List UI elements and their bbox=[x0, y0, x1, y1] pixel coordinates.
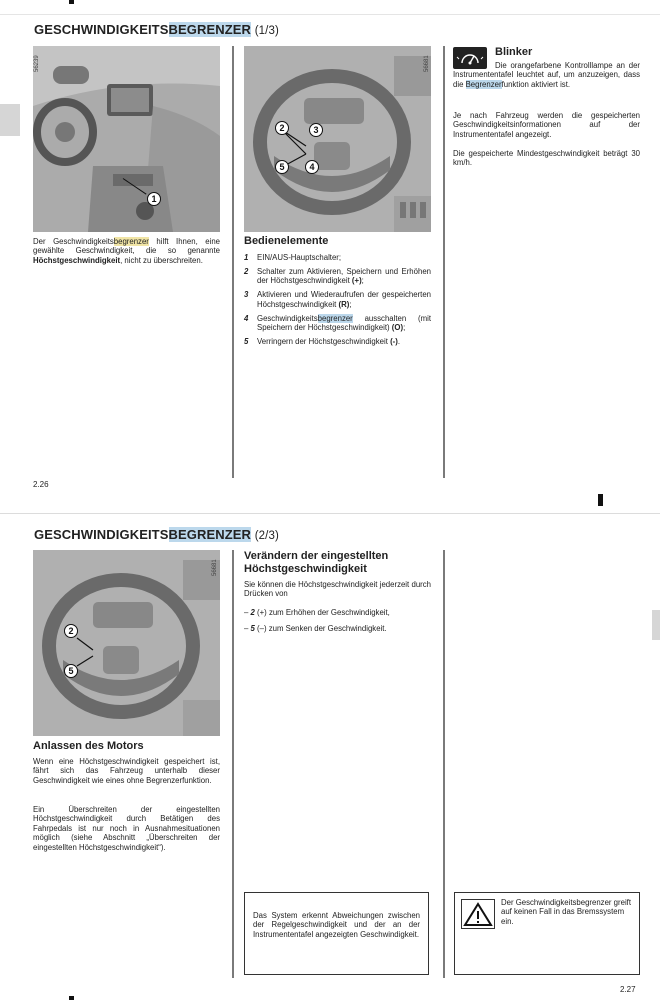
dashboard-image bbox=[33, 46, 220, 232]
callout-5: 5 bbox=[64, 664, 78, 678]
controls-list bbox=[244, 253, 431, 351]
blinker-p1-post: funktion aktiviert ist. bbox=[501, 79, 571, 89]
item-bold: (-) bbox=[390, 336, 398, 346]
callout-5: 5 bbox=[275, 160, 289, 174]
warning-box bbox=[454, 892, 640, 975]
item-text: (+) zum Erhöhen der Geschwindigkeit, bbox=[254, 608, 390, 617]
side-tab-right bbox=[652, 610, 660, 640]
crop-mark-bottom bbox=[69, 996, 74, 1000]
list-item bbox=[244, 267, 431, 286]
note-text: Das System erkennt Abweichungen zwischen der Regelgeschwindigkeit und der an der Instrumententafel angezeigten Geschwindigkeit. bbox=[253, 911, 420, 939]
steering-wheel-image-2 bbox=[33, 550, 220, 736]
item-text: EIN/AUS-Hauptschalter; bbox=[257, 253, 342, 262]
side-tab-left bbox=[0, 104, 20, 136]
title-highlight: BEGRENZER bbox=[168, 22, 252, 37]
intro-post: , nicht zu überschreiten. bbox=[120, 255, 203, 265]
steering-wheel-image bbox=[244, 46, 431, 232]
blinker-paragraph-1 bbox=[453, 61, 640, 89]
column-separator bbox=[232, 550, 234, 978]
item-number: 5 bbox=[244, 336, 249, 346]
item-number: 2 bbox=[244, 266, 249, 276]
steering-wheel-illustration bbox=[244, 46, 431, 232]
item-text: ausschalten (mit Speichern der Höchstgeschwindigkeit) bbox=[257, 313, 431, 332]
callout-3: 3 bbox=[309, 123, 323, 137]
item-dash: – bbox=[244, 624, 249, 634]
page-title-bottom bbox=[34, 527, 279, 542]
item-number: 5 bbox=[250, 624, 255, 634]
item-bold: (O) bbox=[391, 322, 404, 332]
image-code-3: 56681 bbox=[212, 559, 218, 576]
intro-pre: Der Geschwindigkeits bbox=[33, 237, 114, 246]
item-number: 2 bbox=[250, 608, 255, 617]
title-prefix: GESCHWINDIGKEITS bbox=[34, 527, 169, 542]
item-text: (–) zum Senken der Geschwindigkeit. bbox=[254, 624, 387, 634]
warning-text: Der Geschwindigkeitsbegrenzer greift auf keinen Fall in das Bremssystem ein. bbox=[501, 898, 632, 926]
note-box bbox=[244, 892, 429, 975]
title-part: (1/3) bbox=[254, 25, 279, 37]
title-part: (2/3) bbox=[254, 530, 279, 542]
blinker-p1-highlight: Begrenzer bbox=[465, 79, 502, 89]
blinker-heading: Blinker bbox=[495, 46, 533, 58]
page-number-top: 2.26 bbox=[33, 480, 49, 489]
list-item bbox=[244, 253, 431, 262]
item-after: ; bbox=[361, 276, 364, 286]
steering-wheel-illustration-2 bbox=[33, 550, 220, 736]
image-code-2: 56681 bbox=[424, 55, 430, 72]
item-text: Aktivieren und Wiederaufrufen der gespeicherten Höchstgeschwindigkeit bbox=[257, 290, 431, 309]
callout-1: 1 bbox=[147, 192, 161, 206]
column-separator bbox=[232, 46, 234, 478]
item-number: 3 bbox=[244, 290, 249, 300]
blinker-p1-pre: Die orangefarbene Kontrolllampe an der Instrumententafel leuchtet auf, um anzuzeigen, dass die bbox=[453, 61, 640, 89]
change-heading: Verändern der eingestellten Höchstgeschwindigkeit bbox=[244, 550, 389, 575]
controls-heading: Bedienelemente bbox=[244, 235, 329, 247]
engine-paragraph-1: Wenn eine Höchstgeschwindigkeit gespeichert ist, fährt sich das Fahrzeug unterhalb dieser Geschwindigkeit wie eines ohne Begrenzerfunktion. bbox=[33, 757, 220, 785]
item-bold: (+) bbox=[351, 276, 362, 286]
list-item bbox=[244, 314, 431, 333]
crop-mark-right bbox=[598, 494, 603, 506]
intro-mid: hilft Ihnen, eine gewählte Geschwindigkeit, die so genannte bbox=[33, 237, 220, 256]
header-rule-top bbox=[0, 14, 660, 15]
item-text: Schalter zum Aktivieren, Speichern und Erhöhen der Höchstgeschwindigkeit bbox=[257, 266, 431, 286]
intro-text bbox=[33, 237, 220, 265]
item-bold: (R) bbox=[338, 299, 350, 309]
item-number: 4 bbox=[244, 313, 249, 323]
engine-heading: Anlassen des Motors bbox=[33, 740, 144, 752]
item-after: . bbox=[397, 336, 401, 346]
item-after: ; bbox=[403, 322, 406, 332]
page-number-bottom: 2.27 bbox=[620, 985, 636, 994]
list-item bbox=[244, 337, 431, 346]
item-dash: – bbox=[244, 608, 249, 617]
item-text-pre: Geschwindigkeits bbox=[257, 313, 318, 323]
blinker-paragraph-3: Die gespeicherte Mindestgeschwindigkeit beträgt 30 km/h. bbox=[453, 149, 640, 168]
page-divider bbox=[0, 513, 660, 514]
dashboard-illustration bbox=[33, 46, 220, 232]
list-item bbox=[244, 608, 431, 617]
list-item bbox=[244, 290, 431, 309]
item-after: ; bbox=[349, 299, 352, 309]
item-highlight: begrenzer bbox=[317, 313, 353, 323]
engine-paragraph-2: Ein Überschreiten der eingestellten Höchstgeschwindigkeit durch Betätigen des Fahrpedals ist nur noch in Ausnahmesituationen möglich (siehe Abschnitt „Überschreiten der eingestellten Höchstgeschwindigkeit“). bbox=[33, 805, 220, 852]
callout-4: 4 bbox=[305, 160, 319, 174]
callout-2: 2 bbox=[64, 624, 78, 638]
item-text: Verringern der Höchstgeschwindigkeit bbox=[257, 336, 391, 346]
page-title-top bbox=[34, 22, 279, 37]
intro-bold: Höchstgeschwindigkeit bbox=[33, 255, 121, 265]
title-highlight: BEGRENZER bbox=[168, 527, 252, 542]
title-prefix: GESCHWINDIGKEITS bbox=[34, 22, 169, 37]
column-separator bbox=[443, 550, 445, 978]
item-number: 1 bbox=[244, 253, 249, 262]
blinker-paragraph-2: Je nach Fahrzeug werden die gespeicherten Geschwindigkeitsinformationen auf der Instrumententafel angezeigt. bbox=[453, 111, 640, 139]
change-intro: Sie können die Höchstgeschwindigkeit jederzeit durch Drücken von bbox=[244, 580, 431, 599]
list-item bbox=[244, 624, 431, 633]
warning-triangle-icon bbox=[461, 899, 495, 929]
crop-mark-top bbox=[69, 0, 74, 4]
intro-highlight: begrenzer bbox=[113, 237, 149, 246]
image-code-1: 56239 bbox=[34, 55, 40, 72]
column-separator bbox=[443, 46, 445, 478]
change-list bbox=[244, 608, 431, 634]
callout-2: 2 bbox=[275, 121, 289, 135]
